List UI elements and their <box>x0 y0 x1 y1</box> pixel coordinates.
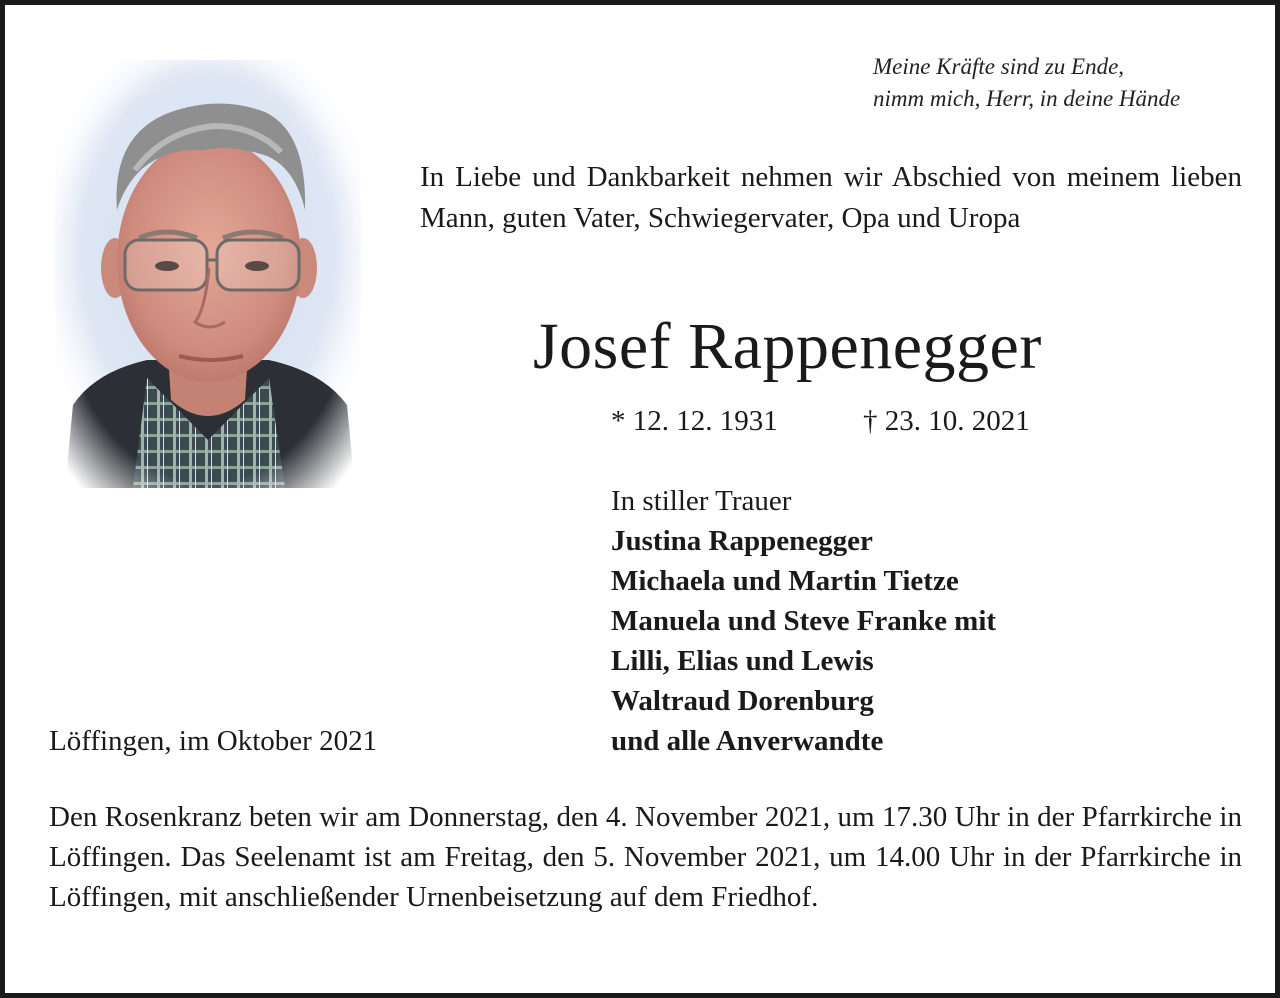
motto-verse <box>873 51 1180 115</box>
mourner-name: Waltraud Dorenburg <box>611 685 874 717</box>
mourning-caption: In stiller Trauer <box>611 485 792 517</box>
motto-line: nimm mich, Herr, in deine Hände <box>873 86 1181 111</box>
deceased-name: Josef Rappenegger <box>533 310 1042 383</box>
portrait-photo <box>55 60 361 488</box>
service-notice: Den Rosenkranz beten wir am Donnerstag, den 4. November 2021, um 17.30 Uhr in der Pfarrkirche in Löffingen. Das Seelenamt ist am Freitag, den 5. November 2021, um 14.00 Uhr in der Pfarrkirche in Löffingen, mit anschließender Urnenbeisetzung auf dem Friedhof. <box>49 801 1242 913</box>
death-date: † 23. 10. 2021 <box>863 405 1030 437</box>
motto-line: Meine Kräfte sind zu Ende, <box>873 54 1125 79</box>
mourner-name: Justina Rappenegger <box>611 525 873 557</box>
mourner-name: und alle Anverwandte <box>611 725 884 757</box>
mourner-name: Michaela und Martin Tietze <box>611 565 959 597</box>
birth-date: * 12. 12. 1931 <box>611 405 778 437</box>
portrait-illustration <box>55 60 361 488</box>
farewell-intro: In Liebe und Dankbarkeit nehmen wir Abschied von meinem lieben Mann, guten Vater, Schwiegervater, Opa und Uropa <box>420 161 1242 234</box>
mourners-list <box>611 481 996 761</box>
mourner-name: Manuela und Steve Franke mit <box>611 605 997 637</box>
place-and-date: Löffingen, im Oktober 2021 <box>49 725 378 757</box>
mourner-name: Lilli, Elias und Lewis <box>611 645 874 677</box>
